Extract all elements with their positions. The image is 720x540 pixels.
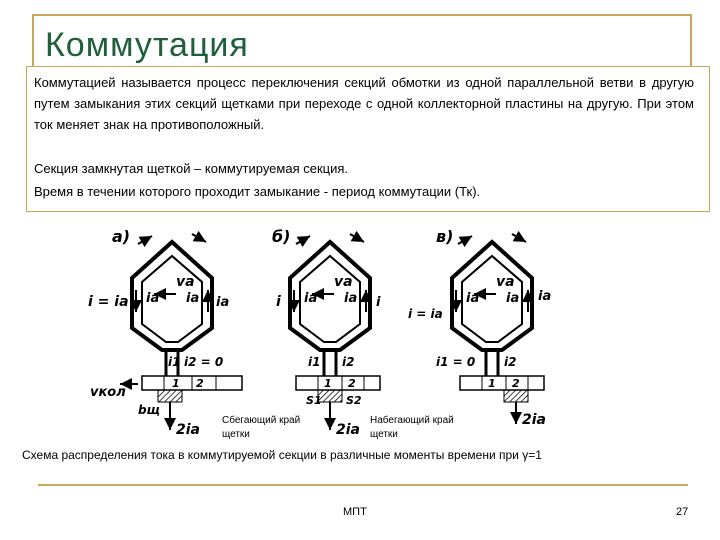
footer-course: МПТ — [343, 506, 367, 518]
panel-b-contact-2: S2 — [346, 394, 362, 407]
panel-c-bottom-left: i1 = 0 — [436, 355, 476, 369]
slide-title: Коммутация — [45, 26, 249, 64]
panel-a-inner-right: iа — [186, 291, 200, 306]
panel-a-velocity: vа — [176, 274, 195, 290]
panel-a-plate-2: 2 — [196, 377, 204, 390]
frame-left-line — [32, 14, 34, 74]
panel-b — [272, 227, 381, 438]
panel-c-bottom-right: i2 — [504, 355, 517, 369]
panel-a-left-current: i = iа — [88, 294, 129, 310]
panel-a-label: а) — [112, 227, 131, 246]
panel-b-contact-1: S1 — [306, 394, 322, 407]
leading-edge-text: Набегающий край щетки — [370, 415, 454, 440]
panel-a — [88, 227, 242, 438]
panel-a-inner-left: iа — [146, 291, 160, 306]
frame-top-line — [32, 14, 692, 16]
panel-c-left-current: i = iа — [408, 307, 443, 321]
panel-b-plate-2: 2 — [348, 377, 356, 390]
panel-b-inner-right: iа — [344, 291, 358, 306]
panel-c-right-current: iа — [538, 289, 552, 304]
panel-c — [408, 227, 551, 428]
trailing-edge-text: Сбегающий край щетки — [222, 415, 301, 440]
panel-a-right-current: iа — [216, 295, 230, 310]
panel-a-plate-1: 1 — [172, 377, 180, 390]
panel-c-plate-2: 2 — [512, 377, 520, 390]
commutation-period-paragraph: Время в течении которого проходит замыкание - период коммутации (Тк). — [34, 184, 481, 199]
leading-edge-note — [370, 414, 480, 442]
panel-a-brush-width: bщ — [138, 403, 160, 417]
panel-b-right-current: i — [376, 295, 381, 310]
page-number: 27 — [676, 506, 689, 518]
panel-a-bottom-right: i2 = 0 — [184, 355, 224, 369]
panel-c-brush-current: 2iа — [522, 412, 546, 428]
figure-caption: Схема распределения тока в коммутируемой секции в различные моменты времени при γ=1 — [22, 448, 542, 462]
trailing-edge-note — [222, 414, 318, 442]
commutation-diagram — [80, 220, 580, 446]
panel-b-bottom-left: i1 — [308, 355, 321, 369]
panel-b-brush-current: 2iа — [336, 422, 360, 438]
panel-c-inner-left: iа — [466, 291, 480, 306]
panel-b-velocity: vа — [334, 274, 353, 290]
footer-line — [38, 484, 688, 486]
panel-c-inner-right: iа — [506, 291, 520, 306]
definition-paragraph: Коммутацией называется процесс переключения секций обмотки из одной параллельной ветви в другую путем замыкания этих секций щетками при переходе с одной коллекторной пластины на другую. При этом ток меняет знак на противоположный. — [34, 75, 694, 132]
panel-a-bottom-left: i1 — [168, 355, 181, 369]
panel-c-label: в) — [436, 227, 454, 246]
panel-c-velocity: vа — [496, 274, 515, 290]
frame-right-line — [690, 14, 692, 74]
panel-b-left-current: i — [276, 294, 281, 310]
panel-b-label: б) — [272, 227, 291, 246]
panel-a-collector-velocity: vкол — [90, 385, 126, 400]
panel-b-bottom-right: i2 — [342, 355, 355, 369]
panel-a-brush-current: 2iа — [176, 422, 200, 438]
commutated-section-paragraph: Секция замкнутая щеткой – коммутируемая секция. — [34, 161, 348, 176]
panel-c-plate-1: 1 — [488, 377, 496, 390]
panel-b-inner-left: iа — [304, 291, 318, 306]
panel-b-plate-1: 1 — [324, 377, 332, 390]
